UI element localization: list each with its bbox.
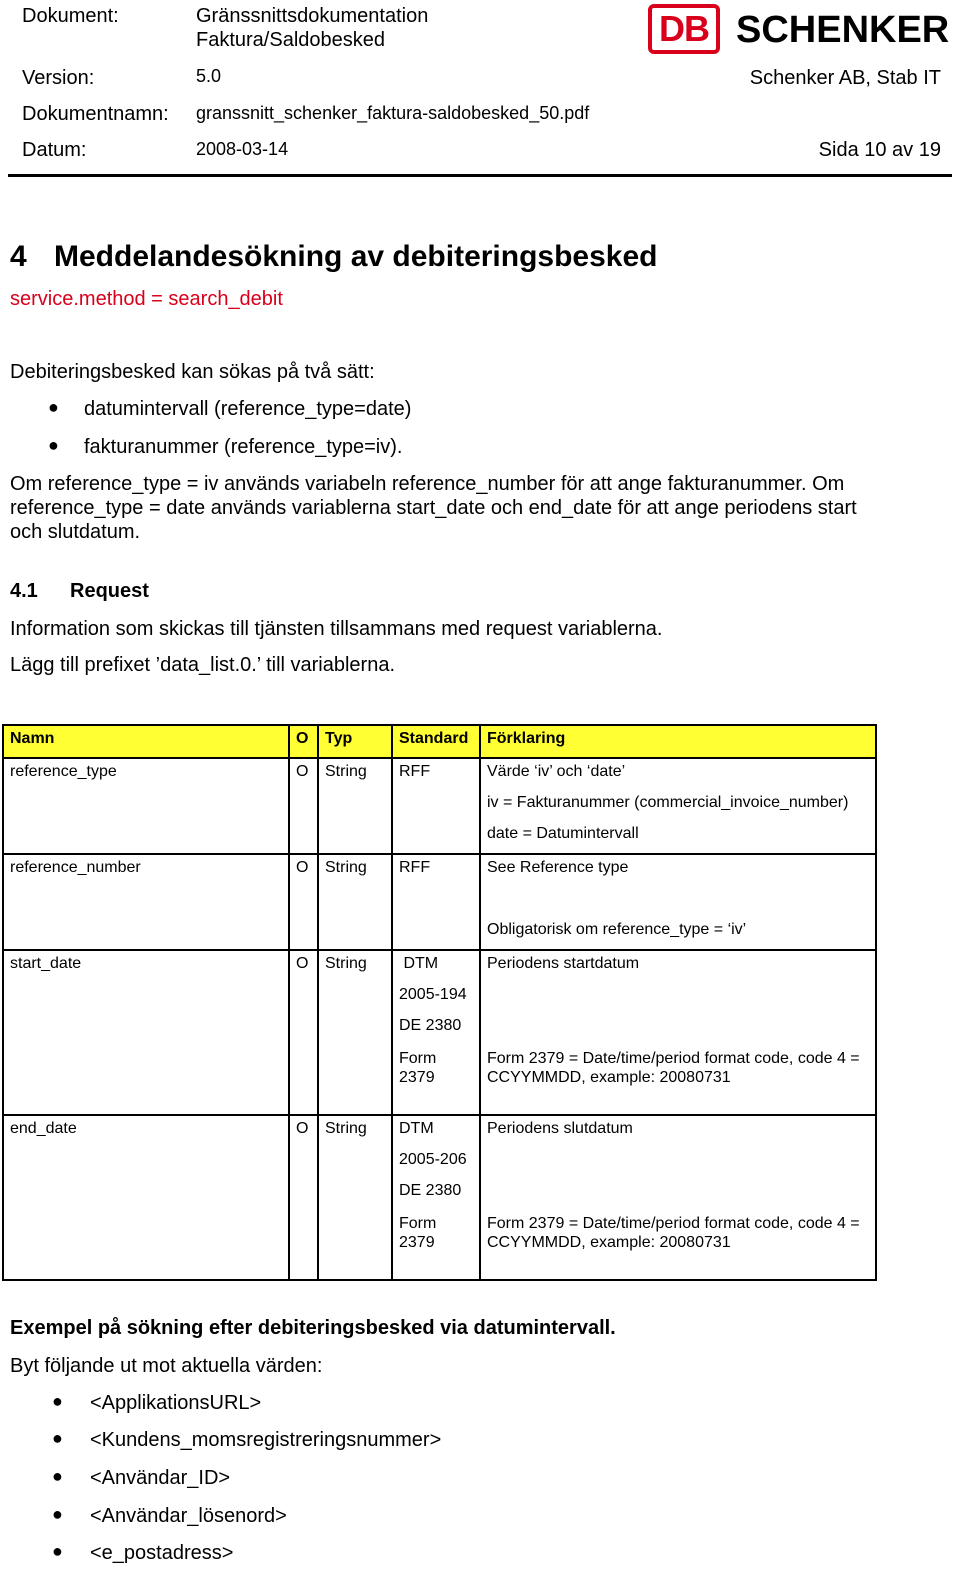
placeholder-text: <ApplikationsURL>: [90, 1392, 262, 1414]
bullet-icon: ●: [52, 1428, 63, 1448]
cell-forklaring-spacer: [487, 1013, 869, 1044]
cell-forklaring: Form 2379 = Date/time/period format code, code 4 = CCYYMMDD, example: 20080731: [487, 1050, 860, 1086]
cell-standard: DTM: [399, 955, 439, 972]
page-number: Sida 10 av 19: [818, 139, 941, 161]
table-row: [3, 1115, 876, 1280]
subsection-heading: [10, 580, 149, 603]
bullet-item: [48, 397, 412, 421]
cell-o: O: [296, 763, 309, 780]
cell-o: O: [296, 1120, 309, 1137]
version-value: 5.0: [196, 66, 222, 86]
column-header-forklaring: Förklaring: [480, 725, 876, 758]
column-header-namn: Namn: [3, 725, 289, 758]
cell-standard: 2005-194: [399, 986, 467, 1003]
cell-forklaring: Obligatorisk om reference_type = ‘iv’: [487, 921, 747, 938]
table-row: [3, 950, 876, 1115]
bullet-icon: ●: [52, 1541, 63, 1561]
db-logo: DB: [648, 4, 720, 54]
cell-typ: String: [325, 955, 367, 972]
dokumentnamn-label: Dokumentnamn:: [22, 103, 169, 125]
cell-namn: start_date: [10, 955, 82, 972]
cell-forklaring: date = Datumintervall: [487, 825, 639, 842]
cell-standard: RFF: [399, 859, 431, 876]
company-name: Schenker AB, Stab IT: [749, 67, 941, 89]
subsection-title: Request: [70, 580, 149, 602]
placeholder-text: <Användar_ID>: [90, 1467, 231, 1489]
example-heading: Exempel på sökning efter debiteringsbesked via datumintervall.: [10, 1317, 616, 1339]
cell-typ: String: [325, 859, 367, 876]
prefix-info: Lägg till prefixet ’data_list.0.’ till variablerna.: [10, 654, 396, 676]
cell-forklaring-spacer: [487, 1178, 869, 1209]
table-row: [3, 854, 876, 950]
datum-value: 2008-03-14: [196, 139, 289, 159]
para-line: och slutdatum.: [10, 521, 141, 543]
request-info: Information som skickas till tjänsten tillsammans med request variablerna.: [10, 618, 663, 640]
cell-typ: String: [325, 763, 367, 780]
bullet-text: fakturanummer (reference_type=iv).: [84, 436, 403, 458]
service-method: service.method = search_debit: [10, 288, 283, 310]
bullet-item: [48, 435, 403, 459]
cell-namn: reference_type: [10, 763, 117, 780]
placeholder-item: [52, 1504, 287, 1528]
datum-label: Datum:: [22, 139, 87, 161]
section-number: 4: [10, 240, 27, 273]
placeholder-item: [52, 1541, 234, 1565]
dokument-value-line2: Faktura/Saldobesked: [196, 29, 386, 51]
cell-namn: end_date: [10, 1120, 77, 1137]
bullet-icon: ●: [52, 1466, 63, 1486]
cell-forklaring: iv = Fakturanummer (commercial_invoice_number): [487, 794, 849, 811]
placeholder-item: [52, 1391, 262, 1415]
cell-namn: reference_number: [10, 859, 141, 876]
subsection-number: 4.1: [10, 580, 38, 602]
cell-standard: DTM: [399, 1120, 434, 1137]
column-header-typ: Typ: [318, 725, 392, 758]
cell-forklaring: Periodens slutdatum: [487, 1120, 633, 1137]
placeholder-item: [52, 1466, 231, 1490]
cell-forklaring-spacer: [487, 982, 869, 1013]
cell-standard: DE 2380: [399, 1017, 462, 1034]
section-title: Meddelandesökning av debiteringsbesked: [54, 240, 658, 273]
placeholder-item: [52, 1428, 442, 1452]
header-divider: [8, 174, 952, 177]
bullet-icon: ●: [48, 435, 59, 455]
cell-typ: String: [325, 1120, 367, 1137]
table-row: [3, 758, 876, 854]
cell-o: O: [296, 955, 309, 972]
placeholder-text: <Användar_lösenord>: [90, 1505, 287, 1527]
intro-text: Debiteringsbesked kan sökas på två sätt:: [10, 361, 375, 383]
cell-forklaring: Periodens startdatum: [487, 955, 640, 972]
dokument-label: Dokument:: [22, 5, 119, 27]
para-line: reference_type = date används variablerna start_date och end_date för att ange periodens start: [10, 497, 857, 519]
cell-forklaring: Form 2379 = Date/time/period format code, code 4 = CCYYMMDD, example: 20080731: [487, 1215, 860, 1251]
table-header-row: [3, 725, 876, 758]
placeholder-text: <e_postadress>: [90, 1542, 234, 1564]
example-intro: Byt följande ut mot aktuella värden:: [10, 1355, 323, 1377]
cell-forklaring: Värde ‘iv’ och ‘date’: [487, 763, 626, 780]
cell-forklaring: See Reference type: [487, 859, 629, 876]
schenker-logo: SCHENKER: [736, 9, 950, 51]
dokument-value-line1: Gränssnittsdokumentation: [196, 5, 429, 27]
bullet-icon: ●: [52, 1391, 63, 1411]
dokumentnamn-value: granssnitt_schenker_faktura-saldobesked_50.pdf: [196, 103, 590, 123]
para-line: Om reference_type = iv används variabeln reference_number för att ange fakturanummer. Om: [10, 473, 845, 495]
column-header-standard: Standard: [392, 725, 480, 758]
cell-o: O: [296, 859, 309, 876]
bullet-icon: ●: [48, 397, 59, 417]
bullet-text: datumintervall (reference_type=date): [84, 398, 412, 420]
column-header-o: O: [289, 725, 318, 758]
cell-standard: RFF: [399, 763, 431, 780]
cell-standard: 2005-206: [399, 1151, 467, 1168]
version-label: Version:: [22, 67, 95, 89]
bullet-icon: ●: [52, 1504, 63, 1524]
cell-forklaring-spacer: [487, 1147, 869, 1178]
cell-standard: DE 2380: [399, 1182, 462, 1199]
section-heading: [10, 240, 658, 274]
cell-forklaring-spacer: [487, 886, 869, 917]
request-variables-table: [2, 724, 877, 1281]
placeholder-text: <Kundens_momsregistreringsnummer>: [90, 1429, 442, 1451]
cell-standard: Form 2379: [399, 1215, 437, 1251]
cell-standard: Form 2379: [399, 1050, 437, 1086]
